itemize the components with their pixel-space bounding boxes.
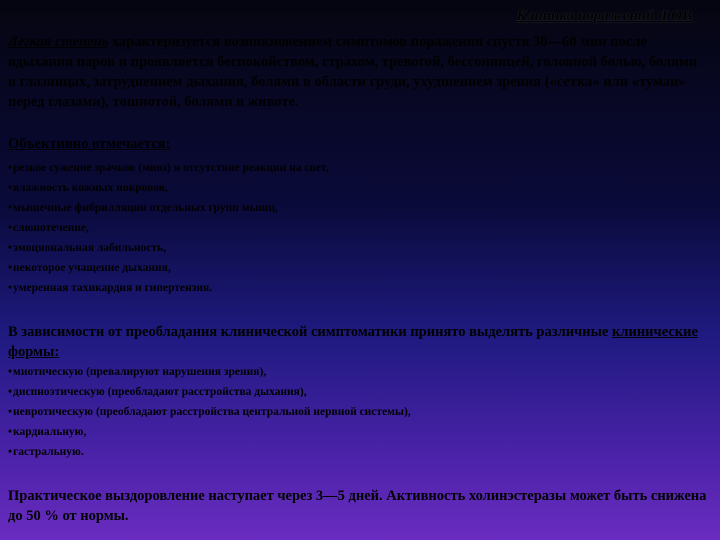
forms-intro: В зависимости от преобладания клинической симптоматики принято выделять различные [8,324,612,340]
list-item: • умеренная тахикардия и гипертензия. [8,278,329,298]
list-item: • некоторое учащение дыхания, [8,258,329,278]
forms-list [8,362,411,462]
list-item: • кардиальную, [8,422,411,442]
list-item: • резкое сужение зрачков (миоз) и отсутствие реакции на свет, [8,158,329,178]
forms-heading: клинические формы: [8,324,698,360]
list-item: • эмоциональная лабильность, [8,238,329,258]
list-item: • диспноэтическую (преобладают расстройства дыхания), [8,382,411,402]
intro-text: характеризуется возникновением симптомов поражения спустя 30—60 мин после вдыхания паров и проявляется беспокойством, страхом, тревогой, бессонницей, головной болью, болями в глазницах, затруднением дыхания, болями в области груди, ухудшением зрения («сетка» или «туман» перед глазами), тошнотой, болями в животе. [8,34,698,110]
list-item: • влажность кожных покровов, [8,178,329,198]
objective-list [8,158,329,298]
list-item: • гастральную. [8,442,411,462]
list-item: • слюнотечение, [8,218,329,238]
list-item: • невротическую (преобладают расстройства центральной нервной системы), [8,402,411,422]
intro-lead: Легкая степень [8,34,109,50]
forms-paragraph [8,322,708,362]
intro-paragraph [8,32,708,112]
objective-heading: Объективно отмечается: [8,136,171,152]
list-item: • миотическую (превалируют нарушения зрения), [8,362,411,382]
slide-title: Клиника поражений ФОВ [516,8,692,24]
outro-paragraph: Практическое выздоровление наступает через 3—5 дней. Активность холинэстеразы может быть снижена до 50 % от нормы. [8,488,707,524]
list-item: • мышечные фибрилляции отдельных групп мышц, [8,198,329,218]
